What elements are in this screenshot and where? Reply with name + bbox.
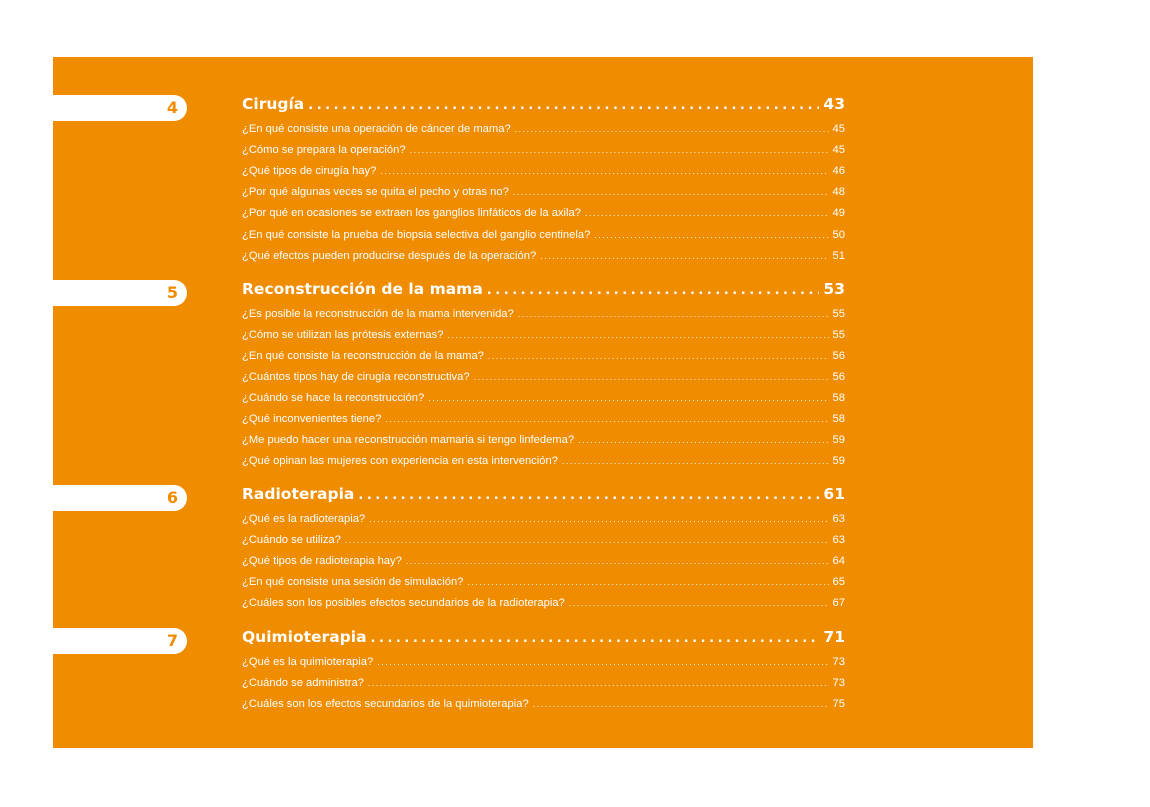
toc-entry[interactable] [242, 229, 845, 250]
entry-page: 58 [832, 392, 845, 404]
dot-leader [533, 699, 829, 709]
entry-page: 46 [832, 165, 845, 177]
entry-text: ¿Qué tipos de cirugía hay? [242, 165, 377, 177]
chapter-heading[interactable] [242, 628, 845, 652]
chapter-title: Quimioterapia [242, 628, 367, 646]
entry-text: ¿Cómo se utilizan las prótesis externas? [242, 329, 444, 341]
chapter-page: 71 [823, 628, 845, 646]
chapter-number: 5 [166, 283, 178, 302]
entry-page: 73 [832, 656, 845, 668]
chapter-tab [53, 280, 187, 306]
toc-entry[interactable] [242, 144, 845, 165]
chapter-number: 4 [166, 98, 178, 117]
chapter-heading[interactable] [242, 280, 845, 304]
dot-leader [518, 309, 829, 319]
chapter-tab [53, 95, 187, 121]
entry-page: 51 [832, 250, 845, 262]
entry-page: 65 [832, 576, 845, 588]
entry-text: ¿Cuáles son los posibles efectos secundarios de la radioterapia? [242, 597, 565, 609]
entry-text: ¿Qué efectos pueden producirse después de la operación? [242, 250, 537, 262]
entry-text: ¿Por qué algunas veces se quita el pecho y otras no? [242, 186, 509, 198]
chapter-page: 61 [823, 485, 845, 503]
chapter-page: 53 [823, 280, 845, 298]
dot-leader [594, 230, 828, 240]
toc-entry[interactable] [242, 371, 845, 392]
entry-text: ¿Qué opinan las mujeres con experiencia en esta intervención? [242, 455, 558, 467]
chapter-tab [53, 485, 187, 511]
entry-text: ¿Cómo se prepara la operación? [242, 144, 406, 156]
entry-page: 49 [832, 207, 845, 219]
entry-page: 48 [832, 186, 845, 198]
toc-entry[interactable] [242, 308, 845, 329]
toc-entry[interactable] [242, 329, 845, 350]
entry-page: 75 [832, 698, 845, 710]
toc-entry[interactable] [242, 207, 845, 228]
chapter-page: 43 [823, 95, 845, 113]
entry-text: ¿Cuántos tipos hay de cirugía reconstructiva? [242, 371, 470, 383]
toc-entry[interactable] [242, 165, 845, 186]
dot-leader [515, 124, 829, 134]
toc-entry[interactable] [242, 186, 845, 207]
entry-text: ¿Qué tipos de radioterapia hay? [242, 555, 402, 567]
dot-leader [585, 208, 829, 218]
entry-page: 63 [832, 513, 845, 525]
entry-page: 45 [832, 144, 845, 156]
toc-entry[interactable] [242, 656, 845, 677]
toc-entry[interactable] [242, 123, 845, 144]
entry-page: 56 [832, 350, 845, 362]
dot-leader [447, 330, 828, 340]
entry-page: 59 [832, 455, 845, 467]
entry-text: ¿Cuáles son los efectos secundarios de la quimioterapia? [242, 698, 529, 710]
dot-leader [513, 187, 829, 197]
chapter-title: Cirugía [242, 95, 305, 113]
entry-page: 55 [832, 329, 845, 341]
dot-leader [474, 372, 829, 382]
dot-leader [380, 166, 828, 176]
entry-text: ¿En qué consiste una sesión de simulación? [242, 576, 464, 588]
entry-text: ¿Me puedo hacer una reconstrucción mamaria si tengo linfedema? [242, 434, 575, 446]
entry-page: 55 [832, 308, 845, 320]
entry-page: 59 [832, 434, 845, 446]
dot-leader [371, 631, 820, 646]
toc-entry[interactable] [242, 392, 845, 413]
entry-text: ¿Cuándo se administra? [242, 677, 364, 689]
toc-entry[interactable] [242, 576, 845, 597]
dot-leader [369, 514, 828, 524]
dot-leader [308, 98, 819, 113]
dot-leader [467, 577, 828, 587]
entry-text: ¿En qué consiste la prueba de biopsia selectiva del ganglio centinela? [242, 229, 591, 241]
chapter-tab [53, 628, 187, 654]
toc-entry[interactable] [242, 434, 845, 455]
entry-text: ¿En qué consiste una operación de cáncer de mama? [242, 123, 511, 135]
entry-text: ¿En qué consiste la reconstrucción de la mama? [242, 350, 484, 362]
entry-text: ¿Cuándo se hace la reconstrucción? [242, 392, 425, 404]
entry-page: 56 [832, 371, 845, 383]
dot-leader [428, 393, 828, 403]
dot-leader [377, 657, 828, 667]
dot-leader [569, 598, 829, 608]
toc-entry[interactable] [242, 555, 845, 576]
toc-entry[interactable] [242, 250, 845, 271]
entry-page: 63 [832, 534, 845, 546]
chapter-number: 7 [166, 631, 178, 650]
dot-leader [410, 145, 829, 155]
dot-leader [385, 414, 828, 424]
toc-entry[interactable] [242, 534, 845, 555]
dot-leader [345, 535, 829, 545]
dot-leader [488, 351, 829, 361]
entry-page: 64 [832, 555, 845, 567]
entry-text: ¿Por qué en ocasiones se extraen los ganglios linfáticos de la axila? [242, 207, 581, 219]
chapter-title: Reconstrucción de la mama [242, 280, 483, 298]
dot-leader [578, 435, 828, 445]
dot-leader [358, 488, 819, 503]
toc-entry[interactable] [242, 597, 845, 618]
toc-entry[interactable] [242, 698, 845, 719]
toc-entry[interactable] [242, 513, 845, 534]
entry-text: ¿Qué es la radioterapia? [242, 513, 366, 525]
dot-leader [540, 251, 828, 261]
entry-text: ¿Es posible la reconstrucción de la mama intervenida? [242, 308, 514, 320]
toc-entry[interactable] [242, 413, 845, 434]
chapter-heading[interactable] [242, 95, 845, 119]
toc-entry[interactable] [242, 455, 845, 476]
entry-text: ¿Qué es la quimioterapia? [242, 656, 374, 668]
toc-entry[interactable] [242, 677, 845, 698]
dot-leader [487, 283, 820, 298]
entry-text: ¿Cuándo se utiliza? [242, 534, 341, 546]
chapter-number: 6 [166, 488, 178, 507]
entry-text: ¿Qué inconvenientes tiene? [242, 413, 382, 425]
entry-page: 50 [832, 229, 845, 241]
toc-entry[interactable] [242, 350, 845, 371]
entry-page: 73 [832, 677, 845, 689]
entry-page: 58 [832, 413, 845, 425]
dot-leader [562, 456, 829, 466]
dot-leader [368, 678, 829, 688]
entry-page: 45 [832, 123, 845, 135]
entry-page: 67 [832, 597, 845, 609]
chapter-heading[interactable] [242, 485, 845, 509]
dot-leader [406, 556, 829, 566]
chapter-title: Radioterapia [242, 485, 355, 503]
